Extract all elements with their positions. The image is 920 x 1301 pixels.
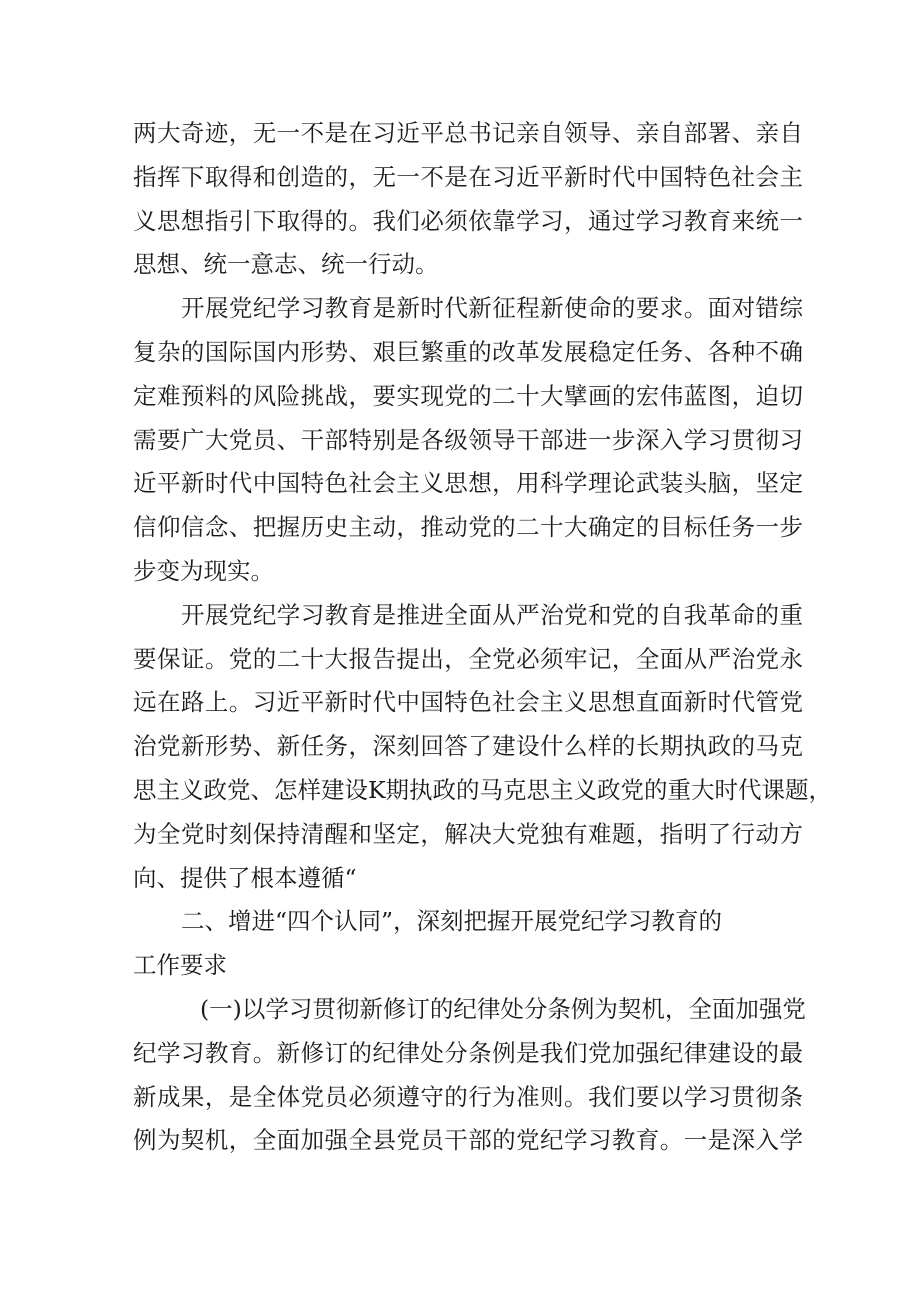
paragraph-3 bbox=[133, 594, 833, 901]
text-line: 思想、统一意志、统一行动。 bbox=[133, 250, 439, 279]
text-line: 定难预料的风险挑战，要实现党的二十大擘画的宏伟蓝图，迫切 bbox=[133, 381, 803, 410]
text-line: (一)以学习贯彻新修订的纪律处分条例为契机，全面加强党 bbox=[200, 994, 806, 1023]
text-line: 义思想指引下取得的。我们必须依靠学习，通过学习教育来统一 bbox=[133, 206, 803, 235]
heading-line: 工作要求 bbox=[133, 951, 227, 980]
text-line: 新成果，是全体党员必须遵守的行为准则。我们要以学习贯彻条 bbox=[133, 1082, 803, 1111]
text-line: 开展党纪学习教育是新时代新征程新使命的要求。面对错综 bbox=[181, 294, 803, 323]
document-body bbox=[133, 112, 833, 1163]
text-line: 思主义政党、怎样建设K期执政的马克思主义政党的重大时代课题， bbox=[133, 775, 833, 804]
text-line: 两大奇迹，无一不是在习近平总书记亲自领导、亲自部署、亲自 bbox=[133, 119, 803, 147]
text-line: 指挥下取得和创造的，无一不是在习近平新时代中国特色社会主 bbox=[133, 162, 803, 191]
text-line: 复杂的国际国内形势、艰巨繁重的改革发展稳定任务、各种不确 bbox=[133, 337, 803, 366]
text-line: 需要广大党员、干部特别是各级领导干部进一步深入学习贯彻习 bbox=[133, 425, 803, 454]
section-heading bbox=[133, 900, 803, 988]
paragraph-4 bbox=[133, 988, 806, 1163]
text-line: 远在路上。习近平新时代中国特色社会主义思想直面新时代管党 bbox=[133, 688, 803, 717]
text-line: 开展党纪学习教育是推进全面从严治党和党的自我革命的重 bbox=[181, 600, 803, 629]
text-line: 信仰信念、把握历史主动，推动党的二十大确定的目标任务一步 bbox=[133, 513, 803, 542]
text-line: 要保证。党的二十大报告提出，全党必须牢记，全面从严治党永 bbox=[133, 644, 803, 673]
text-line: 为全党时刻保持清醒和坚定，解决大党独有难题，指明了行动方 bbox=[133, 819, 803, 848]
heading-line: 二、增进“四个认同”，深刻把握开展党纪学习教育的 bbox=[181, 907, 723, 936]
paragraph-2 bbox=[133, 287, 803, 594]
paragraph-1 bbox=[133, 112, 803, 287]
text-line: 近平新时代中国特色社会主义思想，用科学理论武装头脑，坚定 bbox=[133, 469, 803, 498]
text-line: 纪学习教育。新修订的纪律处分条例是我们党加强纪律建设的最 bbox=[133, 1038, 803, 1067]
text-line: 步变为现实。 bbox=[133, 556, 274, 585]
text-line: 向、提供了根本遵循“ bbox=[133, 863, 357, 892]
text-line: 治党新形势、新任务，深刻回答了建设什么样的长期执政的马克 bbox=[133, 732, 803, 761]
text-line: 例为契机，全面加强全县党员干部的党纪学习教育。一是深入学 bbox=[133, 1126, 803, 1155]
